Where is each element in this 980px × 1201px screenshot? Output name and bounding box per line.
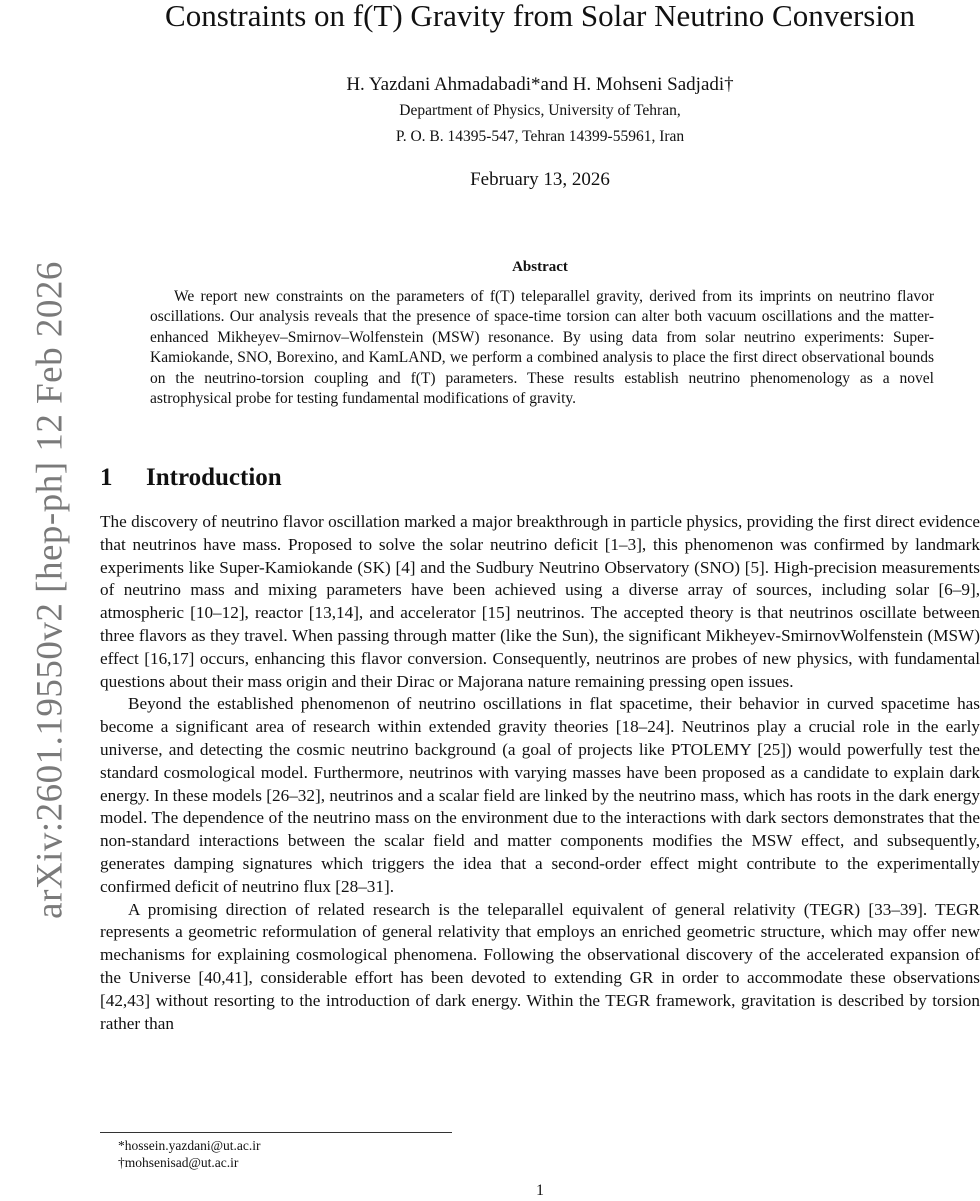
page-number: 1: [536, 1182, 544, 1199]
affiliation-line-1: Department of Physics, University of Tehran,: [399, 102, 681, 119]
section-title: Introduction: [146, 464, 282, 491]
abstract-text: We report new constraints on the parameters of f(T) teleparallel gravity, derived from its imprints on neutrino flavor oscillations. Our analysis reveals that the presence of space-time torsion can alter both vacuum oscillations and the matter-enhanced Mikheyev–Smirnov–Wolfenstein (MSW) resonance. By using data from solar neutrino experiments: Super-Kamiokande, SNO, Borexino, and KamLAND, we perform a combined analysis to place the first direct observational bounds on the neutrino-torsion coupling and f(T) parameters. These results establish neutrino phenomenology as a novel astrophysical probe for testing fundamental modifications of gravity.: [150, 288, 934, 408]
body-paragraph-2: Beyond the established phenomenon of neutrino oscillations in flat spacetime, their behavior in curved spacetime has become a significant area of research within extended gravity theories [18–24]. Neutrinos play a crucial role in the early universe, and detecting the cosmic neutrino background (a goal of projects like PTOLEMY [25]) would powerfully test the standard cosmological model. Furthermore, neutrinos with varying masses have been proposed as a candidate to explain dark energy. In these models [26–32], neutrinos and a scalar field are linked by the neutrino mass, which has roots in the dark energy model. The dependence of the neutrino mass on the environment due to the interactions with dark sectors demonstrates that the non-standard interactions between the scalar field and matter components modifies the MSW effect, and subsequently, generates damping signatures which triggers the idea that a second-order effect might contribute to the experimentally confirmed deficit of neutrino flux [28–31].: [100, 694, 980, 896]
arxiv-identifier-stamp[interactable]: arXiv:2601.19550v2 [hep-ph] 12 Feb 2026: [29, 261, 71, 919]
affiliation-line-2: P. O. B. 14395-547, Tehran 14399-55961, Iran: [395, 128, 685, 145]
body-paragraph-1: The discovery of neutrino flavor oscillation marked a major breakthrough in particle physics, providing the first direct evidence that neutrinos have mass. Proposed to solve the solar neutrino deficit [1–3], this phenomenon was confirmed by landmark experiments like Super-Kamiokande (SK) [4] and the Sudbury Neutrino Observatory (SNO) [5]. High-precision measurements of neutrino mass and mixing parameters have been achieved using a diverse array of sources, including solar [6–9], atmospheric [10–12], reactor [13,14], and accelerator [15] neutrinos. The accepted theory is that neutrinos oscillate between three flavors as they travel. When passing through matter (like the Sun), the significant Mikheyev-SmirnovWolfenstein (MSW) effect [16,17] occurs, enhancing this flavor conversion. Consequently, neutrinos are probes of new physics, with fundamental questions about their mass origin and their Dirac or Majorana nature remaining pressing open issues.: [100, 512, 980, 691]
introduction-body: [100, 511, 980, 1035]
section-number: 1: [100, 464, 113, 491]
section-heading-introduction: [100, 462, 282, 494]
paper-date: February 13, 2026: [470, 169, 610, 190]
footnote-divider: [100, 1132, 452, 1133]
footnote-email-2: †mohsenisad@ut.ac.ir: [118, 1155, 239, 1170]
footnote-email-1: *hossein.yazdani@ut.ac.ir: [118, 1138, 261, 1153]
body-paragraph-3: A promising direction of related research is the teleparallel equivalent of general relativity (TEGR) [33–39]. TEGR represents a geometric reformulation of general relativity that employs an enriched geometric structure, which may offer new mechanisms for explaining cosmological phenomena. Following the observational discovery of the accelerated expansion of the Universe [40,41], considerable effort has been devoted to extending GR in order to accommodate these observations [42,43] without resorting to the introduction of dark energy. Within the TEGR framework, gravitation is described by torsion rather than: [100, 899, 980, 1033]
author-list: H. Yazdani Ahmadabadi*and H. Mohseni Sadjadi†: [346, 74, 734, 95]
abstract-heading: Abstract: [512, 259, 568, 275]
paper-title: Constraints on f(T) Gravity from Solar Neutrino Conversion: [165, 0, 915, 33]
